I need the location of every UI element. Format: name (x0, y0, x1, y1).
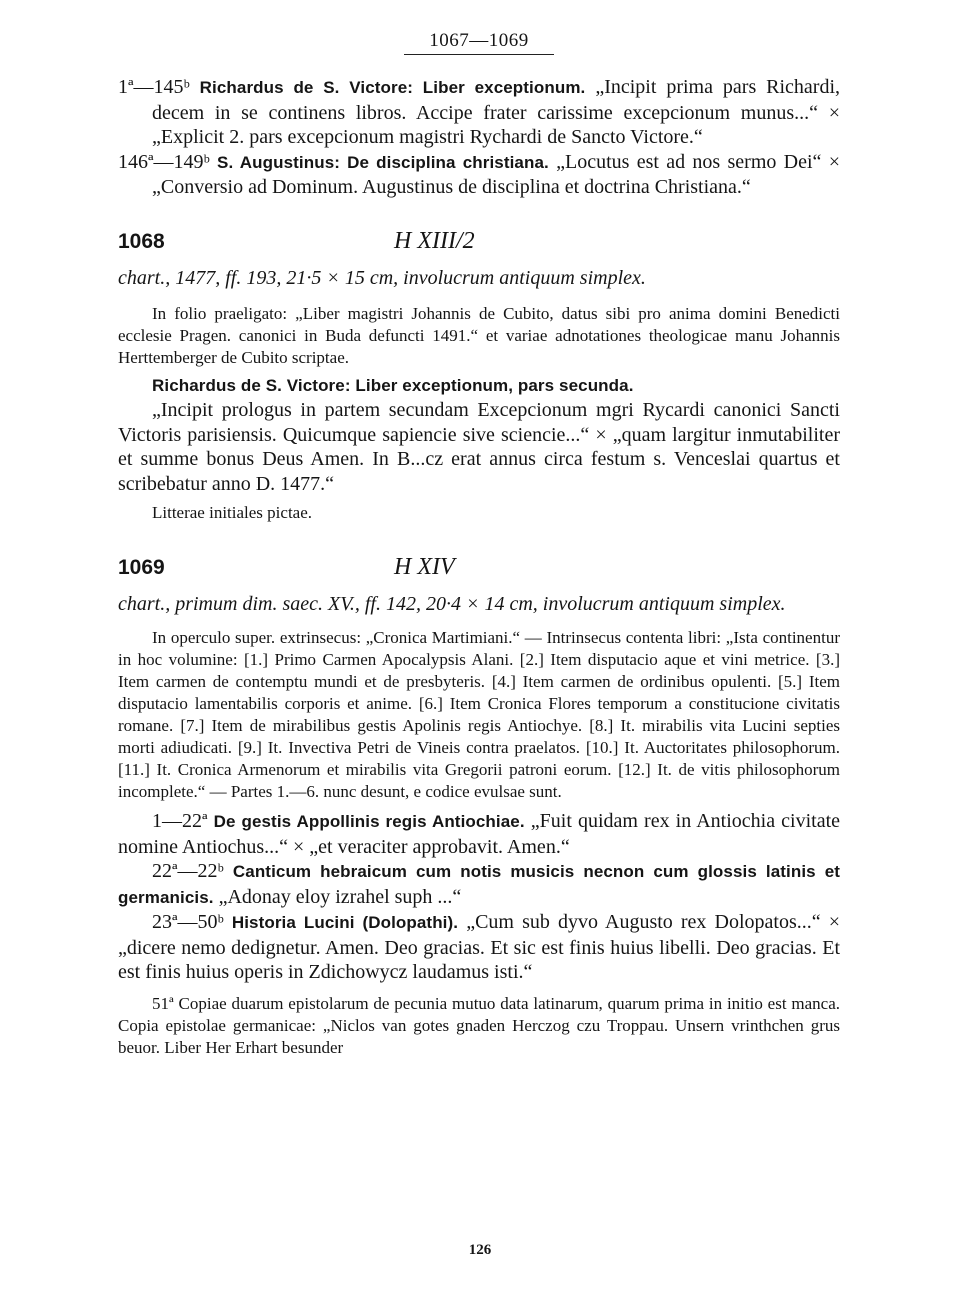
page (118, 30, 840, 1059)
paragraph-text: „Fuit quidam rex in Antiochia civitate nomine Antiochus...“ × „et veraciter approbavit. Amen.“ (118, 810, 841, 858)
folio-ref: 1—22ª (152, 810, 208, 832)
paragraph-text: „Adonay eloy izrahel suph ...“ (218, 885, 462, 908)
work-title-line (118, 373, 840, 399)
intro-paragraph-2 (118, 150, 840, 200)
entry-number: 1068 (118, 229, 165, 253)
folio-ref: 1ª—145ᵇ (118, 76, 190, 98)
folio-ref: 22ª—22ᵇ (152, 860, 224, 882)
physical-description: chart., primum dim. saec. XV., ff. 142, 20·4 × 14 cm, involucrum antiquum simplex. (118, 593, 786, 615)
work-title: Canticum hebraicum cum notis musicis necnon cum glossis latinis et germanicis. (118, 862, 841, 907)
work-title: S. Augustinus: De disciplina christiana. (217, 152, 549, 172)
running-header: 1067—1069 (429, 30, 529, 51)
entry-number: 1069 (118, 556, 165, 579)
entry-heading-1068 (118, 228, 840, 255)
section-paragraph-1 (118, 809, 840, 859)
header-rule (404, 54, 554, 55)
work-title: Richardus de S. Victore: Liber exceptionum. (199, 78, 586, 97)
folio-ref: 23ª—50ᵇ (152, 911, 224, 933)
paragraph-text: Copiae duarum epistolarum de pecunia mutuo data latinarum, quarum prima in initio est manca. Copia epistolae germanicae: „Niclos van gotes gnaden Herczog czu Troppau. Unsern vrinthchen grus beuor. Liber Her Erhart besunder (118, 993, 840, 1057)
work-title: De gestis Appollinis regis Antiochiae. (213, 812, 525, 831)
section-paragraph-2 (118, 859, 840, 910)
section-paragraph-3 (118, 910, 840, 985)
shelfmark: H XIII/2 (394, 227, 475, 254)
intro-paragraph-1 (118, 75, 840, 150)
folio-ref: 146ª—149ᵇ (118, 150, 210, 173)
paragraph-text: „Incipit prima pars Richardi, decem in se continens libros. Accipe frater carissime excepcionum munus...“ × „Explicit 2. pars excepcionum magistri Rychardi de Sancto Victore.“ (152, 76, 841, 148)
page-number: 126 (468, 1242, 492, 1258)
incipit-paragraph: „Incipit prologus in partem secundam Excepcionum mgri Rycardi canonici Sancti Victoris parisiensis. Quicumque sapiencie sive sciencie...“ × „quam largitur inmutabiliter et summe bonus Deus Amen. In B...cz erat annus circa festum s. Venceslai quartus et scribebatur anno D. 1477.“ (118, 399, 840, 495)
note-paragraph: In folio praeligato: „Liber magistri Johannis de Cubito, datus sibi pro anima domini Benedicti ecclesie Pragen. canonici in Buda defuncti 1491.“ et variae adnotationes theologicae manu Johannis Herttemberger de Cubito scriptae. (118, 303, 840, 367)
work-title: Richardus de S. Victore: Liber exceptionum, pars secunda. (152, 375, 634, 395)
section-paragraph-4 (118, 993, 840, 1059)
entry-heading-1069 (118, 554, 840, 581)
contents-paragraph: In operculo super. extrinsecus: „Cronica Martimiani.“ — Intrinsecus contenta libri: „Ista continentur in hoc volumine: [1.] Primo Carmen Apocalypsis Alani. [2.] Item disputacio aque et vini metrice. [3.] Item carmen de contemptu mundi et de presbyteris. [4.] Item carmen de ordinibus opulenti. [5.] Item disputacio lamentabilis corporis et anime. [6.] Item Cronica Flores temporum a constitucione civitatis romane. [7.] Item de mirabilibus gestis Apolinis regis Antiochye. [8.] It. mirabilis vita Lucini septies morti adiudicati. [9.] It. Invectiva Petri de Vineis contra praelatos. [10.] It. Auctoritates philosophorum. [11.] It. Cronica Armenorum et mirabilis vita Gregorii patroni eorum. [12.] It. de vitis philosophorum incomplete.“ — Partes 1.—6. nunc desunt, e codice evulsae sunt. (118, 628, 840, 801)
physical-description: chart., 1477, ff. 193, 21·5 × 15 cm, involucrum antiquum simplex. (118, 266, 646, 289)
paragraph-text: „Locutus est ad nos sermo Dei“ × „Conversio ad Dominum. Augustinus de disciplina et doctrina Christiana.“ (152, 150, 840, 198)
note-paragraph: Litterae initiales pictae. (152, 503, 313, 522)
work-title: Historia Lucini (Dolopathi). (231, 913, 459, 932)
shelfmark: H XIV (394, 554, 455, 580)
paragraph-text: „Cum sub dyvo Augusto rex Dolopatos...“ × „dicere nemo dedignetur. Amen. Deo gracias. Et sic est finis huius libelli. Deo gracias. Et est finis huius operis in Zdichowycz laudamus isti.“ (118, 911, 841, 983)
folio-ref: 51ª (152, 993, 174, 1013)
